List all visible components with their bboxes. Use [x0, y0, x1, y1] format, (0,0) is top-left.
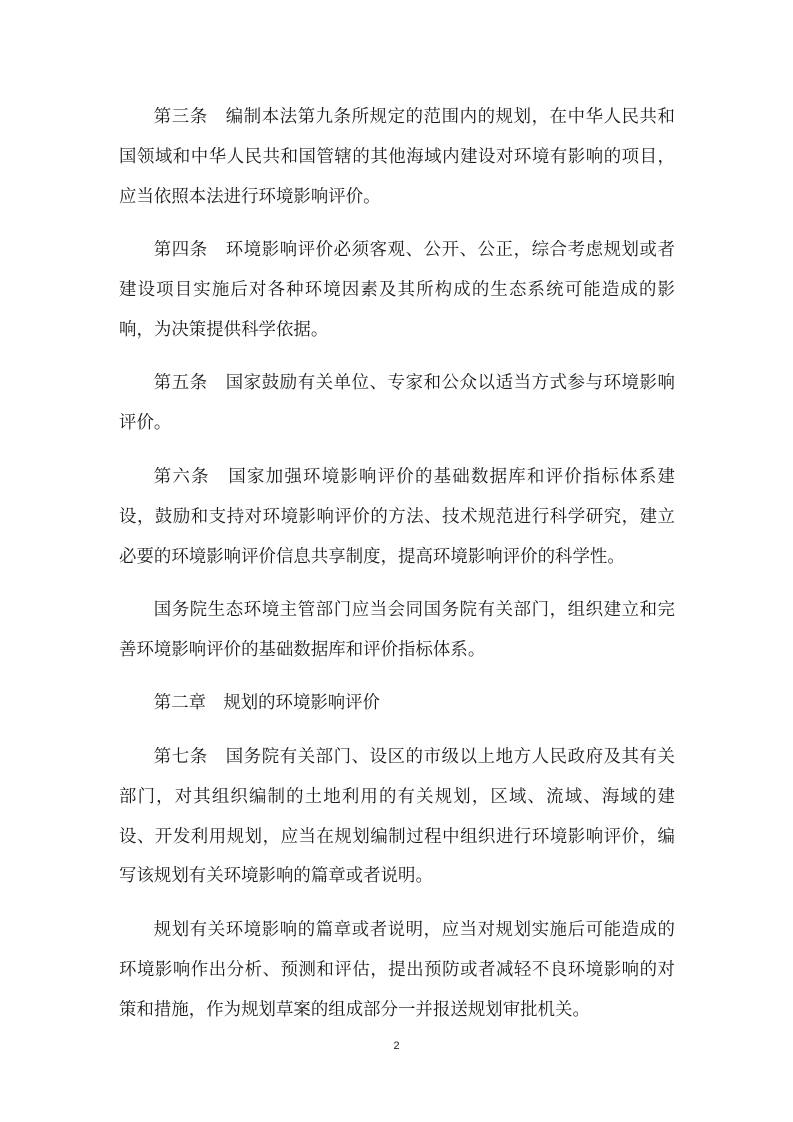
article-label: 第六条: [153, 466, 210, 487]
article-text: 国家加强环境影响评价的基础数据库和评价指标体系建设，鼓励和支持对环境影响评价的方法、技术规范进行科学研究，建立必要的环境影响评价信息共享制度，提高环境影响评价的科学性。: [119, 466, 675, 567]
article-6-paragraph-2: [119, 591, 675, 671]
chapter-label: 第二章: [153, 693, 206, 714]
article-label: 第三条: [153, 107, 208, 127]
article-label: 第七条: [153, 746, 208, 767]
article-text: 环境影响评价必须客观、公开、公正，综合考虑规划或者建设项目实施后对各种环境因素及其所构成的生态系统可能造成的影响，为决策提供科学依据。: [119, 240, 675, 341]
article-label: 第四条: [153, 240, 208, 261]
article-text: 国务院有关部门、设区的市级以上地方人民政府及其有关部门，对其组织编制的土地利用的有关规划，区域、流域、海域的建设、开发利用规划，应当在规划编制过程中组织进行环境影响评价，编写该规划有关环境影响的篇章或者说明。: [119, 746, 675, 887]
article-3: [119, 98, 675, 218]
article-text: 编制本法第九条所规定的范围内的规划，在中华人民共和国领域和中华人民共和国管辖的其他海域内建设对环境有影响的项目，应当依照本法进行环境影响评价。: [119, 107, 675, 207]
article-6: [119, 458, 675, 578]
chapter-2-heading: [119, 684, 675, 724]
paragraph-text: 国务院生态环境主管部门应当会同国务院有关部门，组织建立和完善环境影响评价的基础数据库和评价指标体系。: [119, 599, 675, 660]
article-7-paragraph-2: [119, 911, 675, 1031]
article-text: 国家鼓励有关单位、专家和公众以适当方式参与环境影响评价。: [119, 373, 675, 434]
article-4: [119, 231, 675, 351]
page-number: 2: [393, 1040, 400, 1052]
document-body: [119, 98, 675, 1044]
article-label: 第五条: [153, 373, 208, 394]
chapter-title: 规划的环境影响评价: [223, 693, 380, 714]
paragraph-text: 规划有关环境影响的篇章或者说明，应当对规划实施后可能造成的环境影响作出分析、预测和评估，提出预防或者减轻不良环境影响的对策和措施，作为规划草案的组成部分一并报送规划审批机关。: [119, 919, 675, 1020]
article-7: [119, 738, 675, 898]
article-5: [119, 364, 675, 444]
